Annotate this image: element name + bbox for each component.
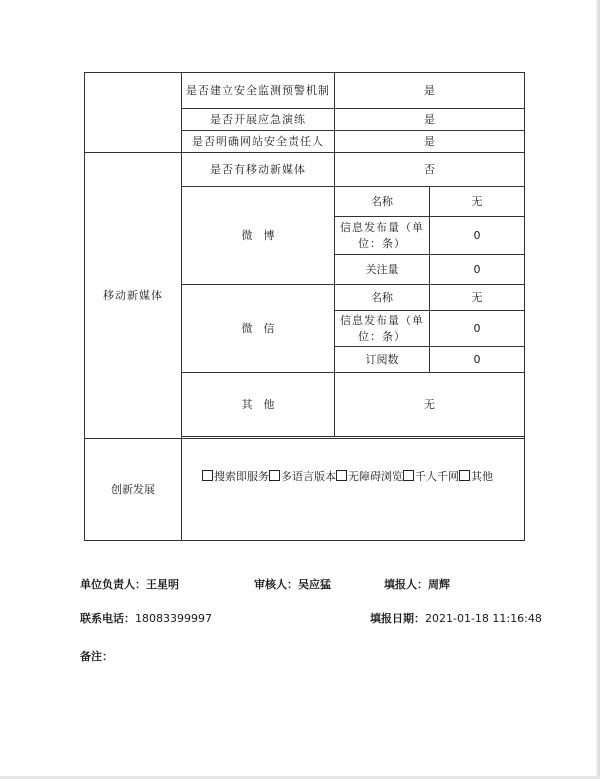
option-multilanguage[interactable]: 多语言版本 bbox=[269, 470, 336, 483]
checkbox-icon[interactable] bbox=[202, 470, 213, 481]
wechat-posts-value: 0 bbox=[430, 311, 525, 347]
page-edge-right bbox=[596, 0, 600, 779]
wechat-posts-label: 信息发布量（单位：条） bbox=[335, 311, 430, 347]
weibo-posts-value: 0 bbox=[430, 217, 525, 255]
option-other[interactable]: 其他 bbox=[459, 470, 493, 483]
option-personalized[interactable]: 千人千网 bbox=[403, 470, 459, 483]
remarks: 备注： bbox=[80, 650, 113, 663]
innovation-section-label: 创新发展 bbox=[85, 439, 182, 541]
option-accessibility[interactable]: 无障碍浏览 bbox=[336, 470, 403, 483]
weibo-posts-label: 信息发布量（单位：条） bbox=[335, 217, 430, 255]
weibo-label: 微 博 bbox=[182, 187, 335, 285]
wechat-name-label: 名称 bbox=[335, 285, 430, 311]
innovation-options bbox=[182, 439, 525, 541]
weibo-followers-value: 0 bbox=[430, 255, 525, 285]
fill-date: 填报日期：2021-01-18 11:16:48 bbox=[370, 612, 542, 625]
filler: 填报人：周辉 bbox=[384, 578, 450, 591]
wechat-subs-label: 订阅数 bbox=[335, 347, 430, 373]
responsible-label: 是否明确网站安全责任人 bbox=[182, 131, 335, 153]
monitoring-label: 是否建立安全监测预警机制 bbox=[182, 73, 335, 109]
reviewer: 审核人：吴应猛 bbox=[254, 578, 331, 591]
table-row bbox=[85, 153, 525, 187]
checkbox-icon[interactable] bbox=[269, 470, 280, 481]
responsible-value: 是 bbox=[335, 131, 525, 153]
report-table bbox=[84, 72, 525, 541]
wechat-label: 微 信 bbox=[182, 285, 335, 373]
option-search-service[interactable]: 搜索即服务 bbox=[202, 470, 269, 483]
wechat-name-value: 无 bbox=[430, 285, 525, 311]
monitoring-value: 是 bbox=[335, 73, 525, 109]
unit-leader: 单位负责人：王星明 bbox=[80, 578, 179, 591]
wechat-subs-value: 0 bbox=[430, 347, 525, 373]
other-value: 无 bbox=[335, 373, 525, 437]
weibo-name-label: 名称 bbox=[335, 187, 430, 217]
other-label: 其 他 bbox=[182, 373, 335, 437]
weibo-followers-label: 关注量 bbox=[335, 255, 430, 285]
contact-phone: 联系电话：18083399997 bbox=[80, 612, 212, 625]
table-row bbox=[85, 439, 525, 541]
table-row bbox=[85, 73, 525, 109]
drill-value: 是 bbox=[335, 109, 525, 131]
checkbox-icon[interactable] bbox=[459, 470, 470, 481]
drill-label: 是否开展应急演练 bbox=[182, 109, 335, 131]
checkbox-icon[interactable] bbox=[403, 470, 414, 481]
weibo-name-value: 无 bbox=[430, 187, 525, 217]
has-mobile-media-label: 是否有移动新媒体 bbox=[182, 153, 335, 187]
security-section-cell bbox=[85, 73, 182, 153]
mobile-media-section-label: 移动新媒体 bbox=[85, 153, 182, 439]
has-mobile-media-value: 否 bbox=[335, 153, 525, 187]
checkbox-icon[interactable] bbox=[336, 470, 347, 481]
